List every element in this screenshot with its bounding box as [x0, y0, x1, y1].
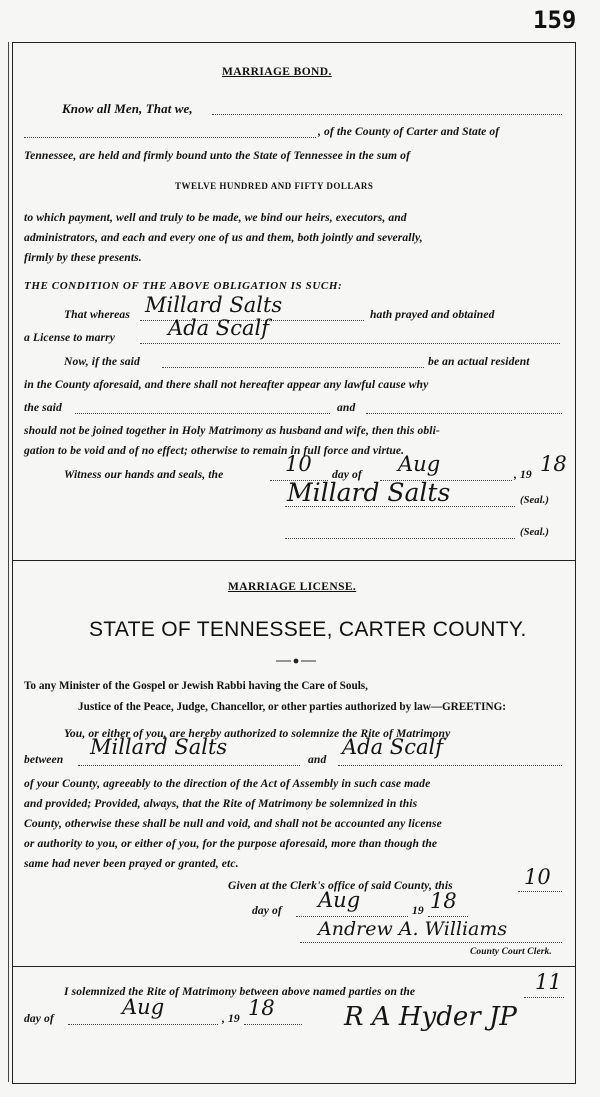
blank-line [338, 765, 562, 766]
license-text-line: or authority to you, or either of you, for the purpose aforesaid, more than though the [24, 837, 438, 850]
bond-signature: Millard Salts [287, 478, 451, 507]
license-and: and [308, 753, 327, 766]
bond-now-if: Now, if the said [64, 355, 140, 368]
bond-prayed: hath prayed and obtained [370, 308, 495, 321]
license-state-county: STATE OF TENNESSEE, CARTER COUNTY. [89, 618, 527, 641]
bond-tennessee-line: Tennessee, are held and firmly bound unto the State of Tennessee in the sum of [24, 149, 411, 162]
clerk-title: County Court Clerk. [470, 947, 552, 957]
bond-and: and [337, 401, 356, 414]
handwritten-name: Ada Scalf [168, 316, 269, 340]
seal-label: (Seal.) [520, 495, 549, 506]
handwritten-month: Aug [122, 995, 165, 1019]
bond-text-line: gation to be void and of no effect; otherwise to remain in full force and virtue. [24, 444, 405, 457]
handwritten-day: 10 [285, 452, 312, 476]
return-year-prefix: , 19 [222, 1012, 240, 1025]
frame-left-rule [8, 42, 9, 1082]
blank-line [140, 343, 560, 344]
handwritten-bride: Ada Scalf [342, 735, 443, 759]
blank-line [296, 916, 408, 917]
blank-line [518, 891, 562, 892]
license-address: To any Minister of the Gospel or Jewish Rabbi having the Care of Souls, [24, 680, 368, 692]
section-divider [12, 560, 576, 561]
license-text-line: You, or either of you, are hereby authorized to solemnize the Rite of Matrimony [64, 727, 451, 740]
license-address: Justice of the Peace, Judge, Chancellor, or other parties authorized by law—GREETING: [78, 701, 506, 713]
section-divider [12, 966, 576, 967]
bond-text-line: should not be joined together in Holy Matrimony as husband and wife, then this obli- [24, 424, 440, 437]
bond-know-all-men: Know all Men, That we, [62, 101, 193, 116]
bond-text-line: firmly by these presents. [24, 251, 142, 264]
handwritten-day: 11 [535, 970, 562, 994]
bond-year-prefix: , 19 [514, 468, 532, 481]
blank-line [75, 413, 330, 414]
handwritten-day: 10 [524, 865, 551, 889]
blank-line [524, 997, 564, 998]
blank-line [24, 137, 316, 138]
bond-county-line: , of the County of Carter and State of [318, 125, 500, 138]
blank-line [68, 1024, 218, 1025]
signature-line [300, 942, 562, 943]
handwritten-groom: Millard Salts [90, 735, 228, 759]
handwritten-year: 18 [248, 996, 275, 1020]
blank-line [366, 413, 562, 414]
blank-line [162, 367, 424, 368]
bond-amount: TWELVE HUNDRED AND FIFTY DOLLARS [175, 181, 374, 191]
license-text-line: County, otherwise these shall be null and void, and shall not be accounted any license [24, 817, 442, 830]
return-day-of: day of [24, 1012, 54, 1025]
bond-title: MARRIAGE BOND. [222, 66, 332, 78]
bond-text-line: administrators, and each and every one of us and them, both jointly and severally, [24, 231, 423, 244]
bond-condition: THE CONDITION OF THE ABOVE OBLIGATION IS SUCH: [24, 280, 343, 292]
license-text-line: and provided; Provided, always, that the Rite of Matrimony be solemnized in this [24, 797, 418, 810]
bond-text-line: to which payment, well and truly to be made, we bind our heirs, executors, and [24, 211, 407, 224]
blank-line [428, 916, 468, 917]
handwritten-year: 18 [540, 452, 567, 476]
bond-text-line: in the County aforesaid, and there shall not hereafter appear any lawful cause why [24, 378, 429, 391]
license-given: Given at the Clerk's office of said County, this [228, 879, 453, 892]
license-between: between [24, 753, 64, 766]
bond-whereas: That whereas [64, 308, 130, 321]
officiant-signature: R A Hyder JP [344, 1002, 517, 1032]
signature-line [285, 506, 515, 507]
bond-license-to: a License to marry [24, 331, 115, 344]
license-title: MARRIAGE LICENSE. [228, 581, 357, 593]
handwritten-name: Millard Salts [145, 293, 283, 317]
handwritten-year: 18 [430, 889, 457, 913]
license-day-of: day of [252, 904, 282, 917]
handwritten-month: Aug [398, 452, 441, 476]
license-text-line: same had never been prayed or granted, etc. [24, 857, 239, 870]
blank-line [212, 114, 562, 115]
ornament-divider [276, 657, 316, 665]
page-number: 159 [533, 6, 577, 34]
return-text: I solemnized the Rite of Matrimony between above named parties on the [64, 985, 416, 998]
license-year-prefix: 19 [412, 904, 424, 917]
signature-line [285, 538, 515, 539]
bond-witness: Witness our hands and seals, the [64, 468, 224, 481]
bond-the-said: the said [24, 401, 62, 414]
blank-line [78, 765, 300, 766]
clerk-signature: Andrew A. Williams [318, 918, 508, 940]
bond-day-of: day of [332, 468, 362, 481]
blank-line [244, 1024, 302, 1025]
handwritten-month: Aug [318, 888, 361, 912]
seal-label: (Seal.) [520, 527, 549, 538]
bond-resident: be an actual resident [428, 355, 530, 368]
license-text-line: of your County, agreeably to the direction of the Act of Assembly in such case made [24, 777, 431, 790]
